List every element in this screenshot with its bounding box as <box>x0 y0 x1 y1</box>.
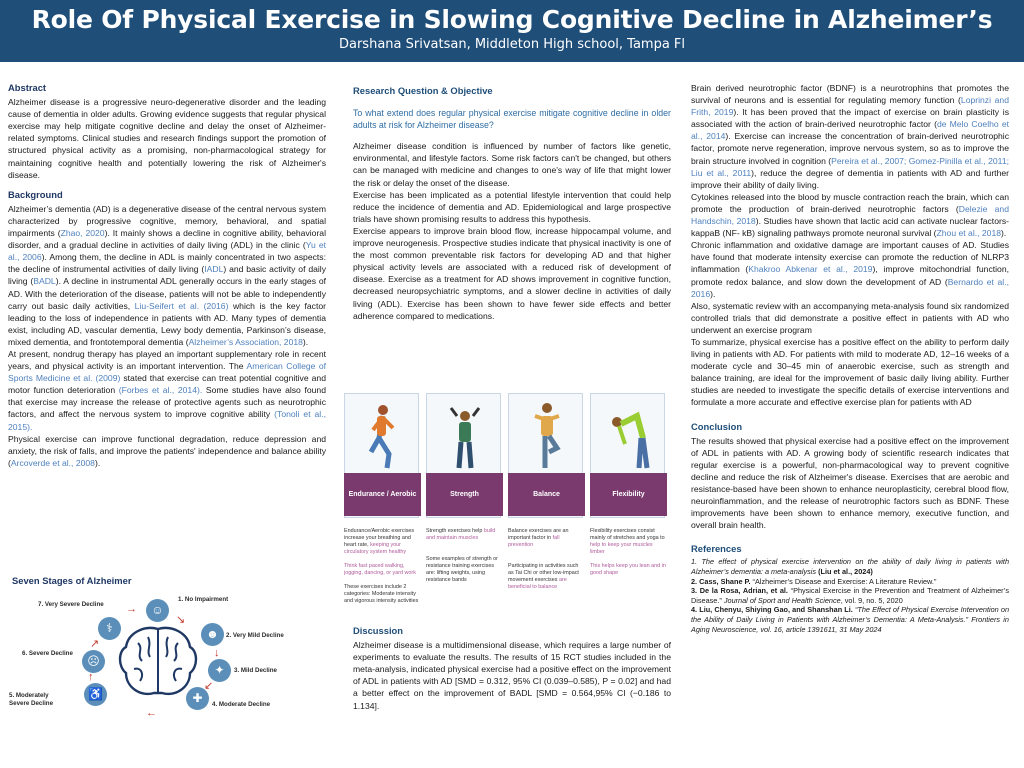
stage-arrow-icon: ↗ <box>90 638 100 650</box>
stage-6-label: 6. Severe Decline <box>22 650 73 657</box>
background-paragraph-3: Physical exercise can improve functional degradation, reduce depression and anxiety, the risk of falls, and improve the patients' independence and balance ability (Arcoverde et al., 2008). <box>8 433 326 468</box>
cytokines-paragraph: Cytokines released into the blood by muscle contraction reach the brain, which can promote the production of brain-derived neurotrophic factors (Delezie and Handschin, 2018). Studies have shown that lactic acid can activate nuclear factors- kappaB (NF- kB) signaling pathways promote neuronal survival (Zhou et al., 2018). <box>691 191 1009 239</box>
discussion-section <box>353 625 671 712</box>
citation-link[interactable]: Zhao, 2020 <box>60 228 105 239</box>
citation-link[interactable]: IADL <box>204 264 224 275</box>
reference-item: 4. Liu, Chenyu, Shiying Gao, and Shanshan Li. “The Effect of Physical Exercise Intervention on the Ability of Daily Living in Patients with Alzheimer’s Dementia: A Meta-Analysis.” Frontiers in Aging Neuroscience, vol. 16, article 1391611, 31 May 2024 <box>691 605 1010 634</box>
citation-link[interactable]: Pereira et al., 2007; Gomez-Pinilla et al., 2011; Liu et al., 2011 <box>691 155 1009 178</box>
flexibility-description: Flexibility exercises consist mainly of stretches and yoga to help to keep your muscles limber This helps keep you lean and in good shape <box>590 528 666 576</box>
endurance-band: Endurance / Aerobic <box>344 473 421 516</box>
seven-stages-diagram <box>6 575 326 765</box>
citation-link[interactable]: BADL <box>33 276 56 287</box>
column-right <box>691 82 1009 634</box>
balance-person-icon <box>529 402 565 472</box>
reference-item: 2. Cass, Shane P. “Alzheimer’s Disease and Exercise: A Literature Review.” <box>691 576 937 586</box>
balance-band: Balance <box>508 473 585 516</box>
stretching-person-icon <box>607 404 651 472</box>
strength-description: Strength exercises help build and maintain muscles Some examples of strength or resistance training exercises are: lifting weights, using resistance bands <box>426 528 498 583</box>
citation-link[interactable]: Khakroo Abkenar et al., 2019 <box>748 264 873 275</box>
balance-description: Balance exercises are an important factor in fall prevention Participating in activities such as Tai Chi or other low-impact movement exercises are beneficial to balance <box>508 528 579 590</box>
citation-link[interactable]: (Tonoli et al., 2015). <box>8 409 326 432</box>
background-title: Background <box>8 188 63 200</box>
exercise-types-figure <box>344 393 666 613</box>
citation-link[interactable]: Liu-Seifert et al. (2016) <box>134 300 229 311</box>
citation-link[interactable]: Arcoverde et al., 2008 <box>10 457 95 468</box>
research-paragraph-1: Alzheimer disease condition is influenced by number of factors like genetic, environmental, and lifestyle factors. Some risk factors can't be changed, but others can be managed with medicine and changes to one's way of life that might lower the risk or delay the onset of the disease. <box>353 141 671 188</box>
stage-arrow-icon: ← <box>146 707 157 719</box>
endurance-description: Endurance/Aerobic exercises increase your breathing and heart rate, keeping your circulatory system healthy Think fast paced walking, jogging, dancing, or yard work These exercises include 2 categories: Moderate intensity and vigorous intensity activities <box>344 528 419 604</box>
stage-3-label: 3. Mild Decline <box>234 667 277 674</box>
discussion-text: Alzheimer disease is a multidimensional disease, which requires a large number of experiments to evaluate the results. The results of 15 RCT studies included in the meta-analysis, indicated physical exercise had a positive effect on the improvement of ADL in patients with AD [SMD = 0.312, 95% CI (0.039–0.585), P = 0.02] and had a better effect on the improvement of BADL [SMD = 0.564,95% CI (−0.186 to 1.134]. <box>353 640 671 711</box>
stage-7-label: 7. Very Severe Decline <box>38 601 104 608</box>
citation-link[interactable]: Yu et al., 2006 <box>8 240 327 263</box>
column-left <box>8 82 326 469</box>
citation-link[interactable]: (Forbes et al., 2014). <box>118 385 203 396</box>
background-paragraph-1: Alzheimer’s dementia (AD) is a degenerative disease of the central nervous system characterized by progressive cognitive, memory, behavioral, and spatial impairments (Zhao, 2020). It mainly shows a decline in cognitive ability, behavioral disorder, and a gradual decline in activities of daily living (ADL) in the clinic (Yu et al., 2006). Among them, the decline in ADL is mainly concentrated in two aspects: the decline of instrumental activities of daily living (IADL) and basic activity of daily living (BADL). A decline in instrumental ADL generally occurs in the early stages of AD. With the deterioration of the disease, patients will not be able to independently carry out basic daily activities, Liu-Seifert et al. (2016) which is the key factor leading to the loss of independence in patients with AD. Many types of dementia exist, including AD, vascular dementia, Lewy body dementia, Parkinson’s disease, mixed dementia, and frontotemporal dementia (Alzheimer’s Association, 2018). <box>8 203 327 347</box>
background-paragraph-2: At present, nondrug therapy has played an important supplementary role in recent years, and physical activity is an important intervention. The American College of Sports Medicine et al. (2009) stated that exercise can treat potential cognitive and motor function deterioration (Forbes et al., 2014). Some studies have also found that exercise may increase the release of protective agents such as neurotrophic factors, and affect the nervous system to improve cognitive ability (Tonoli et al., 2015). <box>8 348 327 432</box>
discussion-title: Discussion <box>353 625 404 636</box>
stage-arrow-icon: ↙ <box>204 680 214 692</box>
research-title: Research Question & Objective <box>353 85 493 96</box>
meta-analysis-paragraph: Also, systematic review with an accompanying meta-analysis found six randomized controlled trials that did demonstrate a positive effect in patients with AD who underwent an exercise program <box>691 300 1009 335</box>
column-middle <box>353 85 671 322</box>
citation-link[interactable]: American College of Sports Medicine et al. (2009) <box>8 361 327 384</box>
stage-5-label: 5. Moderately Severe Decline <box>9 692 54 707</box>
citation-link[interactable]: Loprinzi and Frith, 2019 <box>691 95 1009 118</box>
strength-band: Strength <box>426 473 503 516</box>
summary-paragraph: To summarize, physical exercise has a positive effect on the ability to perform daily living in patients with AD. For patients with mild to moderate AD, 12–16 weeks of a moderate cycle and 30–45 min of anaerobic exercise, such as strength and balance training, are ideal for the improvement of basic daily living ability. Further studies are needed to investigate the specific details of exercise interventions and formulate a more accurate and effective exercise plan for patients with AD <box>691 336 1009 408</box>
conclusion-text: The results showed that physical exercise had a positive effect on the improvement of ADL in patients with AD. A growing body of scientific research indicates that regular exercise is a powerful, non-pharmacological way to prevent cognitive decline and reduce the risk of Alzheimer's disease. Exercises that are aerobic and resistance-based have been shown to enhance neuroplasticity, cerebral blood flow, neuroinflammation, and the release of neurotrophic factors such as BDNF. These improvements have been shown to enhance memory, executive function, and overall brain health. <box>691 435 1009 531</box>
conclusion-title: Conclusion <box>691 420 743 432</box>
references-title: References <box>691 543 742 555</box>
stage-arrow-icon: ↑ <box>88 671 94 683</box>
poster-title: Role Of Physical Exercise in Slowing Cognitive Decline in Alzheimer’s <box>31 5 993 34</box>
stage-arrow-icon: ↘ <box>176 614 186 626</box>
runner-icon <box>365 404 401 472</box>
reference-item: 3. De la Rosa, Adrian, et al. “Physical Exercise in the Prevention and Treatment of Alzheimer’s Disease.” Journal of Sport and Health Science, vol. 9, no. 5, 2020 <box>691 586 1009 605</box>
stage-arrow-icon: ↓ <box>214 647 220 659</box>
stage-7-icon: ⚕ <box>98 617 121 640</box>
poster-header <box>0 0 1024 62</box>
stage-1-label: 1. No Impairment <box>178 596 229 603</box>
poster-author: Darshana Srivatsan, Middleton High school, Tampa Fl <box>338 37 686 52</box>
stage-2-label: 2. Very Mild Decline <box>226 632 284 639</box>
research-paragraph-3: Exercise appears to improve brain blood flow, increase hippocampal volume, and improve neurogenesis. Prospective studies indicate that physical inactivity is one of the most common preventable risk factors for developing AD and that higher physical activity levels are associated with a reduced risk of development of disease. Exercise as a treatment for AD shows improvement in cognitive function, decreased neuropsychiatric symptoms, and a slower decline in activities of daily living (ADL). Exercise has been shown to have fewer side effects and better adherence compared to medications. <box>353 225 671 321</box>
stages-title: Seven Stages of Alzheimer <box>12 575 132 586</box>
stage-1-icon: ☺ <box>146 599 169 622</box>
citation-link[interactable]: de Melo Coelho et al., 2014 <box>691 119 1009 142</box>
citation-link[interactable]: Alzheimer’s Association, 2018 <box>188 336 303 347</box>
stage-3-icon: ✦ <box>208 659 231 682</box>
citation-link[interactable]: Zhou et al., 2018 <box>936 228 1002 239</box>
stage-5-icon: ♿ <box>84 683 107 706</box>
stage-2-icon: ☻ <box>201 623 224 646</box>
stage-arrow-icon: → <box>126 603 137 615</box>
citation-link[interactable]: Bernardo et al., 2016 <box>691 276 1009 299</box>
bdnf-paragraph: Brain derived neurotrophic factor (BDNF) is a neurotrophins that promotes the survival of neurons and is essential for regulating memory function (Loprinzi and Frith, 2019). It has been proved that the impact of exercise on brain plasticity is associated with the action of brain-derived neurotrophic factor (de Melo Coelho et al., 2014). Exercise can increase the concentration of brain-derived neurotrophic factor, promote nerve regeneration, improve nervous system, so as to improve the brain structure involved in cognition (Pereira et al., 2007; Gomez-Pinilla et al., 2011; Liu et al., 2011), reduce the degree of dementia in patients with AD and further improve their ability of daily living. <box>691 83 1009 190</box>
abstract-text: Alzheimer disease is a progressive neuro-degenerative disorder and the leading cause of dementia in older adults. Growing evidence suggests that regular physical exercise may help mitigate cognitive decline and delay the onset of Alzheimer-related symptoms. Clinical studies and research findings support the promotion of structured physical activity as a promising, non-pharmacological strategy for maintaining cognitive health and potentially lowering the risk of Alzheimer's disease. <box>8 97 326 180</box>
flexibility-band: Flexibility <box>590 473 667 516</box>
research-question: To what extend does regular physical exercise mitigate cognitive decline in older adults at risk for Alzheimer disease? <box>353 108 671 131</box>
stage-4-label: 4. Moderate Decline <box>212 701 271 708</box>
research-paragraph-2: Exercise has been implicated as a potential lifestyle intervention that could help reduce the incidence of dementia and AD. Epidemiological and large prospective trials have shown promising results to address this hypothesis. <box>353 189 671 224</box>
abstract-title: Abstract <box>8 82 47 93</box>
reference-item: 1. The effect of physical exercise intervention on the ability of daily living in patients with Alzheimer’s dementia: a meta-analysis (Liu et al., 2024) <box>691 557 1009 577</box>
stage-4-icon: ✚ <box>186 687 209 710</box>
inflammation-paragraph: Chronic inflammation and oxidative damage are important causes of AD. Studies have found that moderate intensity exercise can promote the reduction of NLRP3 inflammation (Khakroo Abkenar et al., 2019), improve mitochondrial function, promote redox balance, and slow down the development of AD (Bernardo et al., 2016). <box>691 240 1010 299</box>
stage-6-icon: ☹ <box>82 650 105 673</box>
weightlifter-icon <box>447 402 483 472</box>
references-list <box>691 557 1009 634</box>
citation-link[interactable]: Delezie and Handschin, 2018 <box>691 203 1009 227</box>
